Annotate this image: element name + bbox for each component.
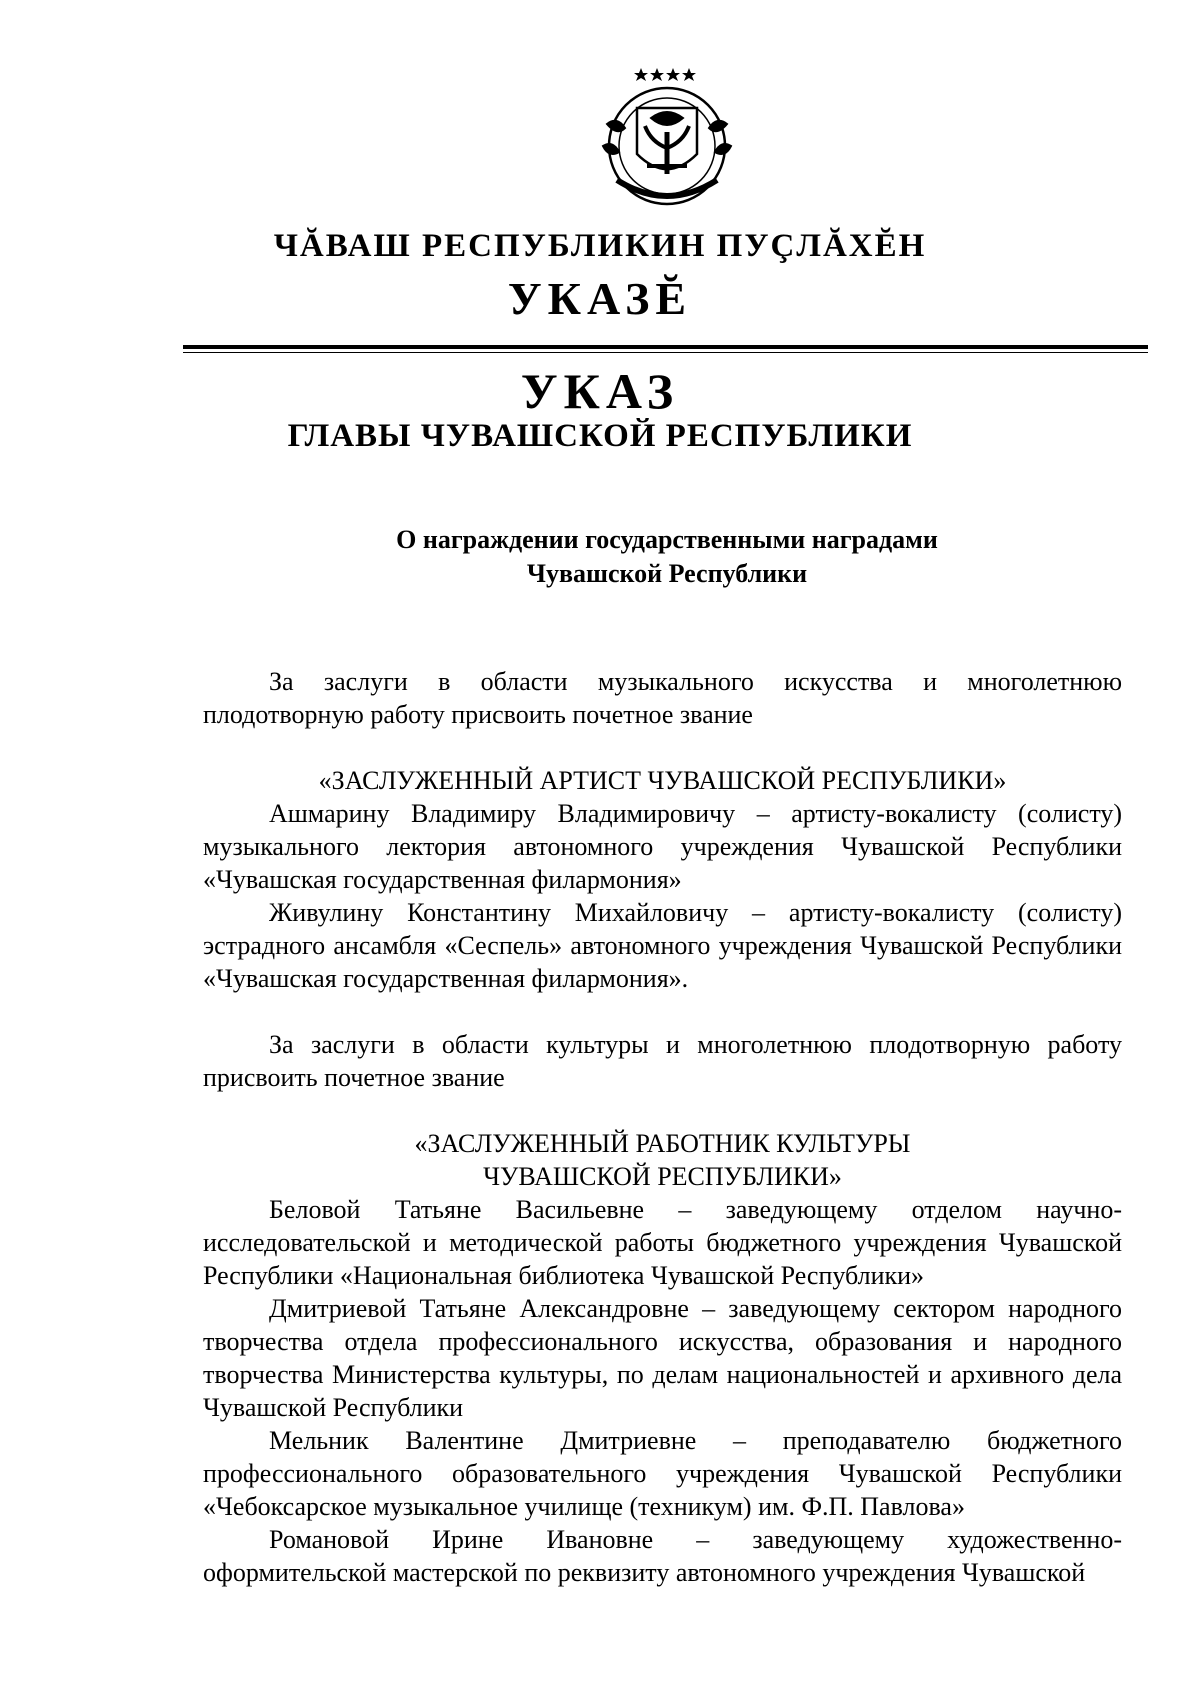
- section2-title-line-2: ЧУВАШСКОЙ РЕСПУБЛИКИ»: [483, 1162, 842, 1191]
- section2-title-line-1: «ЗАСЛУЖЕННЫЙ РАБОТНИК КУЛЬТУРЫ: [414, 1129, 911, 1158]
- section2-award-title: [203, 1127, 1122, 1193]
- header-title-russian: ГЛАВЫ ЧУВАШСКОЙ РЕСПУБЛИКИ: [287, 418, 913, 454]
- section1-award-title: «ЗАСЛУЖЕННЫЙ АРТИСТ ЧУВАШСКОЙ РЕСПУБЛИКИ»: [318, 766, 1007, 795]
- header-decree-russian: УКАЗ: [520, 363, 680, 419]
- awardee-item: Живулину Константину Михайловичу – артисту-вокалисту (солисту) эстрадного ансамбля «Сеспель» автономного учреждения Чувашской Республики «Чувашская государственная филармония».: [203, 898, 1122, 993]
- awardee-item: Романовой Ирине Ивановне – заведующему художественно-оформительской мастерской по реквизиту автономного учреждения Чувашской: [203, 1525, 1122, 1587]
- coat-of-arms-emblem: [595, 62, 745, 212]
- subject-line-2: Чувашской Республики: [526, 559, 808, 588]
- header-divider-thick: [183, 345, 1148, 349]
- subject-line-1: О награждении государственными наградами: [396, 525, 938, 554]
- header-decree-chuvash: УКАЗĔ: [507, 273, 693, 324]
- awardee-item: Мельник Валентине Дмитриевне – преподавателю бюджетного профессионального образовательного учреждения Чувашской Республики «Чебоксарское музыкальное училище (техникум) им. Ф.П. Павлова»: [203, 1426, 1122, 1521]
- awardee-item: Ашмарину Владимиру Владимировичу – артисту-вокалисту (солисту) музыкального лектория автономного учреждения Чувашской Республики «Чувашская государственная филармония»: [203, 799, 1122, 894]
- awardee-item: Беловой Татьяне Васильевне – заведующему отделом научно-исследовательской и методической работы бюджетного учреждения Чувашской Республики «Национальная библиотека Чувашской Республики»: [203, 1195, 1122, 1290]
- header-title-chuvash: ЧĂВАШ РЕСПУБЛИКИН ПУÇЛĂХĔН: [273, 228, 927, 264]
- decree-body: [203, 665, 1122, 1589]
- decree-subject: [0, 523, 1200, 591]
- section1-intro: За заслуги в области музыкального искусства и многолетнюю плодотворную работу присвоить почетное звание: [203, 667, 1122, 729]
- header-divider-thin: [183, 352, 1148, 353]
- awardee-item: Дмитриевой Татьяне Александровне – заведующему сектором народного творчества отдела профессионального искусства, образования и народного творчества Министерства культуры, по делам национальностей и архивного дела Чувашской Республики: [203, 1294, 1122, 1422]
- section2-intro: За заслуги в области культуры и многолетнюю плодотворную работу присвоить почетное звание: [203, 1030, 1122, 1092]
